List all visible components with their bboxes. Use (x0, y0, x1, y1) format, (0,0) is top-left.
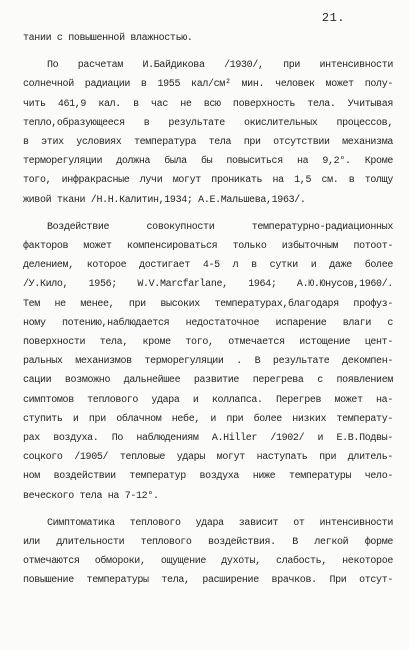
page-number: 21. (321, 11, 345, 25)
paragraph (23, 514, 393, 591)
text-line: По расчетам И.Байдикова /1930/, при интенсивности (47, 60, 393, 72)
text-line: веческого тела на 7-12°. (23, 490, 159, 502)
text-line: в этих условиях температура тела при отсутствии механизма (23, 137, 393, 149)
text-line: терморегуляции должна была бы повыситься на 9,2°. Кроме (23, 156, 393, 168)
text-line: ступить и при облачном небе, и при более низких температу- (23, 413, 393, 425)
text-line: тании с повышенной влажностью. (23, 33, 193, 44)
text-line: ному потению,наблюдается недостаточное испарение влаги с (23, 317, 393, 329)
text-line: того, инфракрасные лучи могут проникать на 1,5 см. в толщу (23, 175, 393, 187)
text-line: ральных механизмов терморегуляции . В результате декомпен- (23, 356, 393, 368)
text-line: живой ткани /Н.Н.Калитин,1934; А.Е.Мальшева,1963/. (23, 194, 306, 206)
body-text (23, 29, 393, 591)
text-line: ном воздействии температур воздуха ниже температуры чело- (23, 471, 393, 483)
text-line: отмечаются обмороки, ощущение духоты, слабость, некоторое (23, 556, 393, 568)
paragraph (23, 29, 393, 48)
text-line: или длительности теплового воздействия. В легкой форме (23, 537, 393, 549)
text-line: Воздействие совокупности температурно-радиационных (47, 221, 393, 233)
text-line: делением, которое достигает 4-5 л в сутки и даже более (23, 260, 393, 272)
paragraph (23, 56, 393, 210)
text-line: факторов может компенсироваться только избыточным потоот- (23, 241, 393, 253)
text-line: /У.Кило, 1956; W.V.Marcfarlane, 1964; А.Ю.Юнусов,1960/. (23, 279, 393, 291)
text-line: соцкого /1905/ тепловые удары могут наступать при длитель- (23, 452, 393, 464)
text-line: симптомов теплового удара и коллапса. Перегрев может на- (23, 394, 393, 406)
text-line: рах воздуха. По наблюдениям A.Hiller /1902/ и Е.В.Подвы- (23, 433, 393, 445)
text-line: поверхности тела, кроме того, отмечается истощение цент- (23, 337, 393, 349)
text-line: Симптоматика теплового удара зависит от интенсивности (47, 517, 393, 529)
text-line: чить 461,9 кал. в час не всю поверхность тела. Учитывая (23, 98, 393, 110)
text-line: Тем не менее, при высоких температурах,благодаря профуз- (23, 298, 393, 310)
text-line: сации возможно дальнейшее развитие перегрева с появлением (23, 375, 393, 387)
text-line: солнечной радиации в 1955 кал/см² мин. человек может полу- (23, 79, 393, 91)
text-line: тепло,образующееся в результате окислительных процессов, (23, 117, 393, 129)
text-line: повышение температуры тела, расширение врачков. При отсут- (23, 575, 393, 587)
paragraph (23, 218, 393, 506)
